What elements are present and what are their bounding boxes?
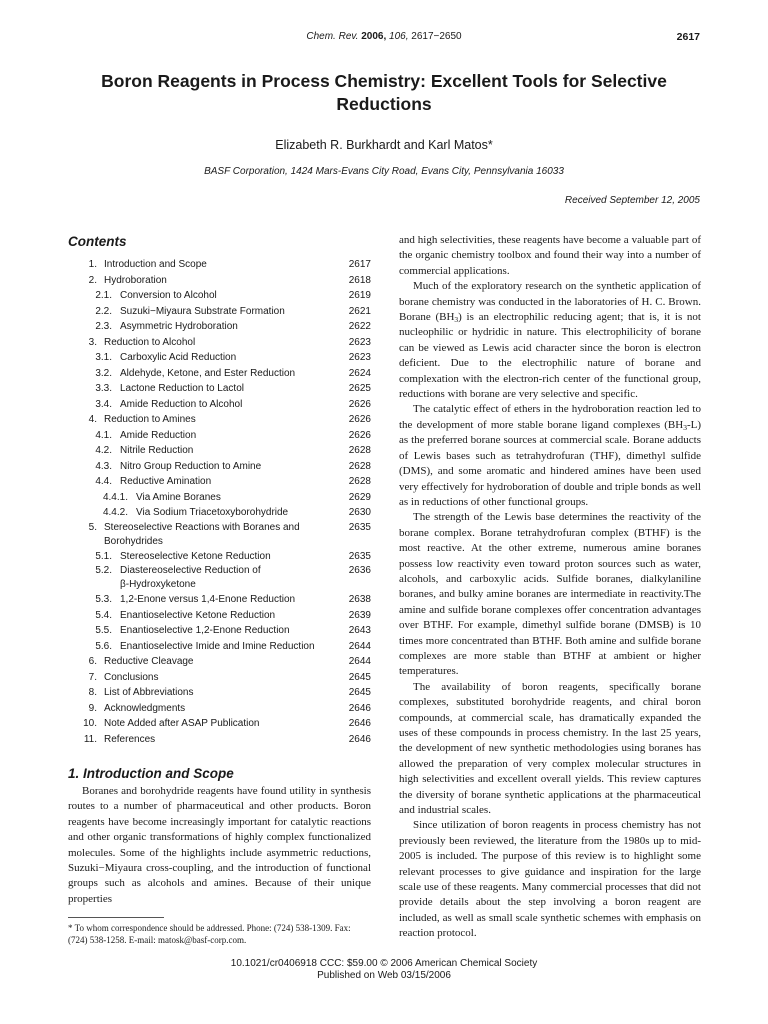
toc-entry-page: 2635 [348, 521, 371, 533]
toc-entry-label-line: Conversion to Alcohol [120, 290, 217, 301]
toc-entry[interactable] [68, 654, 371, 670]
toc-entry-label-line: Reductive Cleavage [104, 656, 194, 667]
toc-entry-label-line: Diastereoselective Reduction of [120, 565, 261, 576]
left-column-text [68, 784, 371, 907]
article-title: Boron Reagents in Process Chemistry: Excellent Tools for Selective Reductions [101, 71, 667, 114]
toc-entry-number: 4.4.2. [102, 507, 128, 518]
toc-entry-label-line: List of Abbreviations [104, 687, 194, 698]
toc-entry-number: 3.3. [95, 383, 112, 394]
toc-entry-page: 2623 [348, 336, 371, 348]
toc-entry-label [104, 273, 328, 289]
toc-entry-page: 2645 [348, 671, 371, 683]
toc-entry-label-line: References [104, 733, 156, 745]
toc-entry[interactable] [68, 592, 371, 608]
toc-entry-label [104, 685, 328, 701]
toc-entry-page: 2645 [348, 687, 371, 698]
published-date: Published on Web 03/15/2006 [317, 970, 451, 981]
p3-text-a: The catalytic effect of ethers in the hydroboration reaction led to the development of more stable borane ligand complexes (BH [399, 403, 701, 431]
page-number: 2617 [676, 31, 700, 43]
toc-entry-label [120, 366, 328, 382]
toc-entry-page: 2628 [348, 445, 371, 456]
toc-entry[interactable] [68, 701, 371, 717]
toc-entry-page: 2646 [348, 733, 371, 745]
toc-entry-label-line: Note Added after ASAP Publication [104, 718, 260, 729]
intro-paragraph-1-continued: and high selectivities, these reagents have become a valuable part of the organic chemistry toolbox and found their way into a number of commercial applications. [399, 234, 701, 277]
toc-entry-page: 2644 [348, 656, 371, 667]
toc-entry-page: 2619 [348, 290, 371, 301]
section-heading-introduction: 1. Introduction and Scope [68, 766, 234, 781]
toc-entry-label-line: Reduction to Alcohol [104, 336, 196, 348]
toc-entry-page: 2638 [348, 594, 371, 605]
toc-entry-page: 2643 [348, 625, 371, 636]
toc-entry-number: 10. [83, 718, 97, 729]
toc-entry-label [120, 459, 328, 475]
toc-entry-page: 2624 [348, 367, 371, 379]
toc-entry-number: 4. [88, 414, 97, 425]
toc-entry-number: 5.2. [95, 565, 112, 576]
toc-entry-label [104, 257, 328, 273]
toc-entry-page: 2629 [348, 491, 371, 503]
toc-entry[interactable] [68, 490, 371, 506]
toc-entry-page: 2623 [348, 352, 371, 363]
toc-entry-label-line: β-Hydroxyketone [120, 579, 196, 590]
toc-entry-page: 2636 [348, 565, 371, 576]
intro-paragraph-6: Since utilization of boron reagents in process chemistry has not previously been reviewed, the literature from the 1980s up to mid-2005 is included. The purpose of this review is to highlight some relevant processes to give guidance and inspiration for the large scale use of these reagents. Many commercial processes that did not provide details about the step involving a boron reagent are included, as well as small scale synthetic schemes with emphasis on reaction protocol. [399, 819, 701, 940]
toc-entry-label-line: Stereoselective Ketone Reduction [120, 550, 271, 562]
toc-entry-label [120, 592, 328, 608]
toc-entry[interactable] [68, 608, 371, 624]
toc-entry-label-line: Introduction and Scope [104, 259, 207, 270]
toc-entry-label [120, 319, 328, 335]
toc-entry-number: 5.1. [95, 550, 112, 562]
intro-paragraph-4: The strength of the Lewis base determines the reactivity of the borane complex. Borane tetrahydrofuran complex (BTHF) is the most reactive. At the other extreme, numerous amine boranes possess low reactivity even toward proton sources such as water, alcohols, and carboxylic acids. Sulfide boranes, dialkylaniline boranes, and bulky amine boranes are intermediate in reactivity.The amine and sulfide borane complexes offer concentration advantages over BTHF. For example, dimethyl sulfide borane (DMSB) is 10 times more concentrated than BTHF. Both amine and sulfide borane complexes are more stable than BTHF at ambient or higher temperatures. [399, 511, 701, 678]
toc-entry-page: 2646 [348, 718, 371, 729]
journal-volume: 106, [389, 31, 409, 42]
toc-entry-page: 2628 [348, 476, 371, 487]
toc-entry[interactable] [68, 521, 371, 549]
toc-entry-label-line: Stereoselective Reactions with Boranes and [104, 521, 300, 533]
toc-entry-label-line: 1,2-Enone versus 1,4-Enone Reduction [120, 594, 296, 605]
toc-entry-label-line: Nitrile Reduction [120, 445, 194, 456]
toc-entry-page: 2646 [348, 702, 371, 714]
toc-entry-label-line: Borohydrides [104, 535, 163, 547]
toc-entry-page: 2622 [348, 321, 371, 332]
toc-entry[interactable] [68, 549, 371, 565]
toc-entry-label-line: Enantioselective 1,2-Enone Reduction [120, 625, 290, 636]
toc-entry-number: 11. [83, 733, 97, 745]
toc-entry-page: 2635 [348, 550, 371, 562]
toc-entry-number: 8. [88, 687, 97, 698]
toc-entry-number: 2.1. [95, 290, 112, 301]
intro-paragraph-2 [399, 279, 701, 402]
toc-entry-number: 7. [88, 671, 97, 683]
toc-entry[interactable] [68, 273, 371, 289]
toc-entry-number: 5.5. [95, 625, 112, 636]
toc-entry-label [136, 505, 328, 521]
toc-entry-label [104, 670, 328, 686]
toc-entry-label-line: Aldehyde, Ketone, and Ester Reduction [120, 367, 296, 379]
right-column-text [399, 233, 701, 942]
affiliation: BASF Corporation, 1424 Mars-Evans City Road, Evans City, Pennsylvania 16033 [204, 166, 564, 177]
toc-entry[interactable] [68, 685, 371, 701]
toc-entry-label-line: Lactone Reduction to Lactol [120, 383, 244, 394]
toc-entry-label [104, 716, 328, 732]
toc-entry-page: 2626 [348, 429, 371, 441]
toc-entry[interactable] [68, 716, 371, 732]
toc-entry-number: 3.4. [95, 398, 112, 410]
toc-entry-label [120, 381, 328, 397]
toc-entry-label-line: Amide Reduction [120, 429, 197, 441]
toc-entry-label [104, 701, 328, 717]
p3-text-b: -L) as the preferred borane sources at commercial scale. Borane adducts of Lewis bases such as tetrahydrofuran (THF), dimethyl sulfide (DMS), and some aromatic and hindered amines have been used very effectively for hydroboration of double and triple bonds as well as in reductions of other functional groups. [399, 418, 701, 508]
toc-entry-number: 5.4. [95, 609, 112, 621]
toc-entry-page: 2639 [348, 609, 371, 621]
toc-entry-label-line: Carboxylic Acid Reduction [120, 352, 237, 363]
toc-entry-number: 3.1. [95, 352, 112, 363]
toc-entry-label [120, 397, 328, 413]
contents-heading: Contents [68, 234, 127, 249]
journal-name: Chem. Rev. [306, 31, 359, 42]
toc-entry[interactable] [68, 639, 371, 655]
toc-entry-number: 6. [88, 656, 97, 667]
toc-entry-number: 5.6. [95, 640, 112, 652]
toc-entry[interactable] [68, 564, 371, 592]
toc-entry-label [136, 490, 328, 506]
toc-entry-label [120, 639, 328, 655]
toc-entry[interactable] [68, 350, 371, 366]
toc-entry-label [120, 350, 328, 366]
toc-entry-page: 2625 [348, 383, 371, 394]
toc-entry-number: 2. [88, 274, 97, 286]
intro-paragraph-1: Boranes and borohydride reagents have found utility in synthesis routes to a number of pharmaceutical and other products. Boron reagents have become increasingly important for catalytic reactions and other organic transformations of highly complex functionalized molecules. Some of the highlights include asymmetric reductions, Suzuki−Miyaura cross-coupling, and the introduction of functional groups such as alcohols and amines. Because of their unique properties [68, 785, 371, 905]
toc-entry-label-line: Via Sodium Triacetoxyborohydride [136, 507, 289, 518]
toc-entry-label [120, 623, 328, 639]
toc-entry-page: 2630 [348, 507, 371, 518]
toc-entry[interactable] [68, 257, 371, 273]
toc-entry-number: 4.3. [95, 460, 112, 472]
p2-text-b: ) is an electrophilic reducing agent; that is, it is not nucleophilic or hydridic in nature. This electrophilicity of borane can be viewed as Lewis acid character since the boron is electron deficient. Due to the electrophilic nature of borane and complexation with the electron-rich center of the functional group, reductions with borane are very selective and specific. [399, 311, 701, 401]
doi-line: 10.1021/cr0406918 CCC: $59.00 © 2006 American Chemical Society [230, 958, 538, 969]
toc-entry-label [120, 608, 328, 624]
toc-entry-label-line: Amide Reduction to Alcohol [120, 398, 243, 410]
toc-entry-label [120, 549, 328, 565]
toc-entry-label-line: Reductive Amination [120, 476, 212, 487]
toc-entry-label-line: Reduction to Amines [104, 414, 196, 425]
toc-entry-label [120, 428, 328, 444]
toc-entry-page: 2621 [348, 305, 371, 317]
authors: Elizabeth R. Burkhardt and Karl Matos* [275, 138, 493, 152]
toc-entry[interactable] [68, 505, 371, 521]
toc-entry-label [104, 732, 328, 748]
toc-entry[interactable] [68, 474, 371, 490]
toc-entry[interactable] [68, 335, 371, 351]
toc-entry-label-line: Suzuki−Miyaura Substrate Formation [120, 305, 285, 317]
toc-entry-number: 4.4.1. [102, 491, 128, 503]
toc-entry-page: 2626 [348, 398, 371, 410]
toc-entry-number: 1. [88, 259, 97, 270]
toc-entry[interactable] [68, 288, 371, 304]
toc-entry[interactable] [68, 623, 371, 639]
toc-entry-label-line: Acknowledgments [104, 702, 186, 714]
toc-entry-label-line: Asymmetric Hydroboration [120, 321, 238, 332]
toc-entry-label-line: Enantioselective Ketone Reduction [120, 609, 276, 621]
toc-entry[interactable] [68, 428, 371, 444]
journal-year: 2006, [361, 31, 387, 42]
toc-entry-label [120, 304, 328, 320]
toc-entry-number: 4.2. [95, 445, 112, 456]
toc-entry-label [104, 335, 328, 351]
toc-entry-page: 2628 [348, 460, 371, 472]
toc-entry-page: 2618 [348, 274, 371, 286]
toc-entry-number: 5.3. [95, 594, 112, 605]
toc-entry-number: 4.1. [95, 429, 112, 441]
toc-entry[interactable] [68, 459, 371, 475]
toc-entry-label-line: Conclusions [104, 671, 159, 683]
toc-entry-page: 2617 [348, 259, 371, 270]
toc-entry[interactable] [68, 319, 371, 335]
toc-entry-number: 4.4. [95, 476, 112, 487]
toc-entry[interactable] [68, 397, 371, 413]
toc-entry-label [104, 412, 328, 428]
toc-entry[interactable] [68, 443, 371, 459]
toc-entry-label [120, 564, 328, 592]
intro-paragraph-5: The availability of boron reagents, specifically borane complexes, substituted borohydride reagents, and chiral boron compounds, at commercial scale, has dramatically expanded the uses of these compounds in process chemistry. In the last 25 years, the development of new synthetic methodologies using boranes has allowed the preparation of very complex molecular structures in high selectivities and excellent overall yields. This review captures the diversity of borane synthetic applications at the pharmaceutical and industrial scales. [399, 680, 701, 817]
toc-entry-label-line: Hydroboration [104, 274, 167, 286]
toc-entry[interactable] [68, 366, 371, 382]
toc-entry-page: 2626 [348, 414, 371, 425]
toc-entry-label-line: Enantioselective Imide and Imine Reduction [120, 640, 315, 652]
toc-entry-number: 2.3. [95, 321, 112, 332]
toc-entry-label [120, 474, 328, 490]
toc-entry-label [104, 521, 328, 549]
toc-entry-number: 5. [88, 521, 97, 533]
journal-pages: 2617−2650 [411, 31, 462, 42]
journal-citation [0, 31, 768, 42]
toc-entry-label [120, 443, 328, 459]
toc-entry-label [120, 288, 328, 304]
toc-entry[interactable] [68, 732, 371, 748]
received-date: Received September 12, 2005 [564, 195, 700, 206]
table-of-contents [68, 257, 371, 747]
toc-entry-number: 2.2. [95, 305, 112, 317]
toc-entry[interactable] [68, 381, 371, 397]
toc-entry-label [104, 654, 328, 670]
p2-subscript: 3 [454, 315, 459, 325]
toc-entry-label-line: Via Amine Boranes [136, 491, 221, 503]
toc-entry-label-line: Nitro Group Reduction to Amine [120, 460, 262, 472]
p2-text-a: Much of the exploratory research on the synthetic application of borane chemistry was conducted in the laboratories of H. C. Brown. Borane (BH [399, 280, 701, 324]
intro-paragraph-3 [399, 402, 701, 510]
toc-entry-number: 3.2. [95, 367, 112, 379]
correspondence-footnote: * To whom correspondence should be addressed. Phone: (724) 538-1309. Fax: (724) 538-1258. E-mail: matosk@basf-corp.com. [68, 923, 351, 945]
p3-subscript: 3 [683, 422, 687, 432]
toc-entry-number: 3. [88, 336, 97, 348]
toc-entry-number: 9. [88, 702, 97, 714]
toc-entry[interactable] [68, 412, 371, 428]
toc-entry[interactable] [68, 670, 371, 686]
toc-entry-page: 2644 [348, 640, 371, 652]
footnote-rule [68, 917, 164, 918]
toc-entry[interactable] [68, 304, 371, 320]
